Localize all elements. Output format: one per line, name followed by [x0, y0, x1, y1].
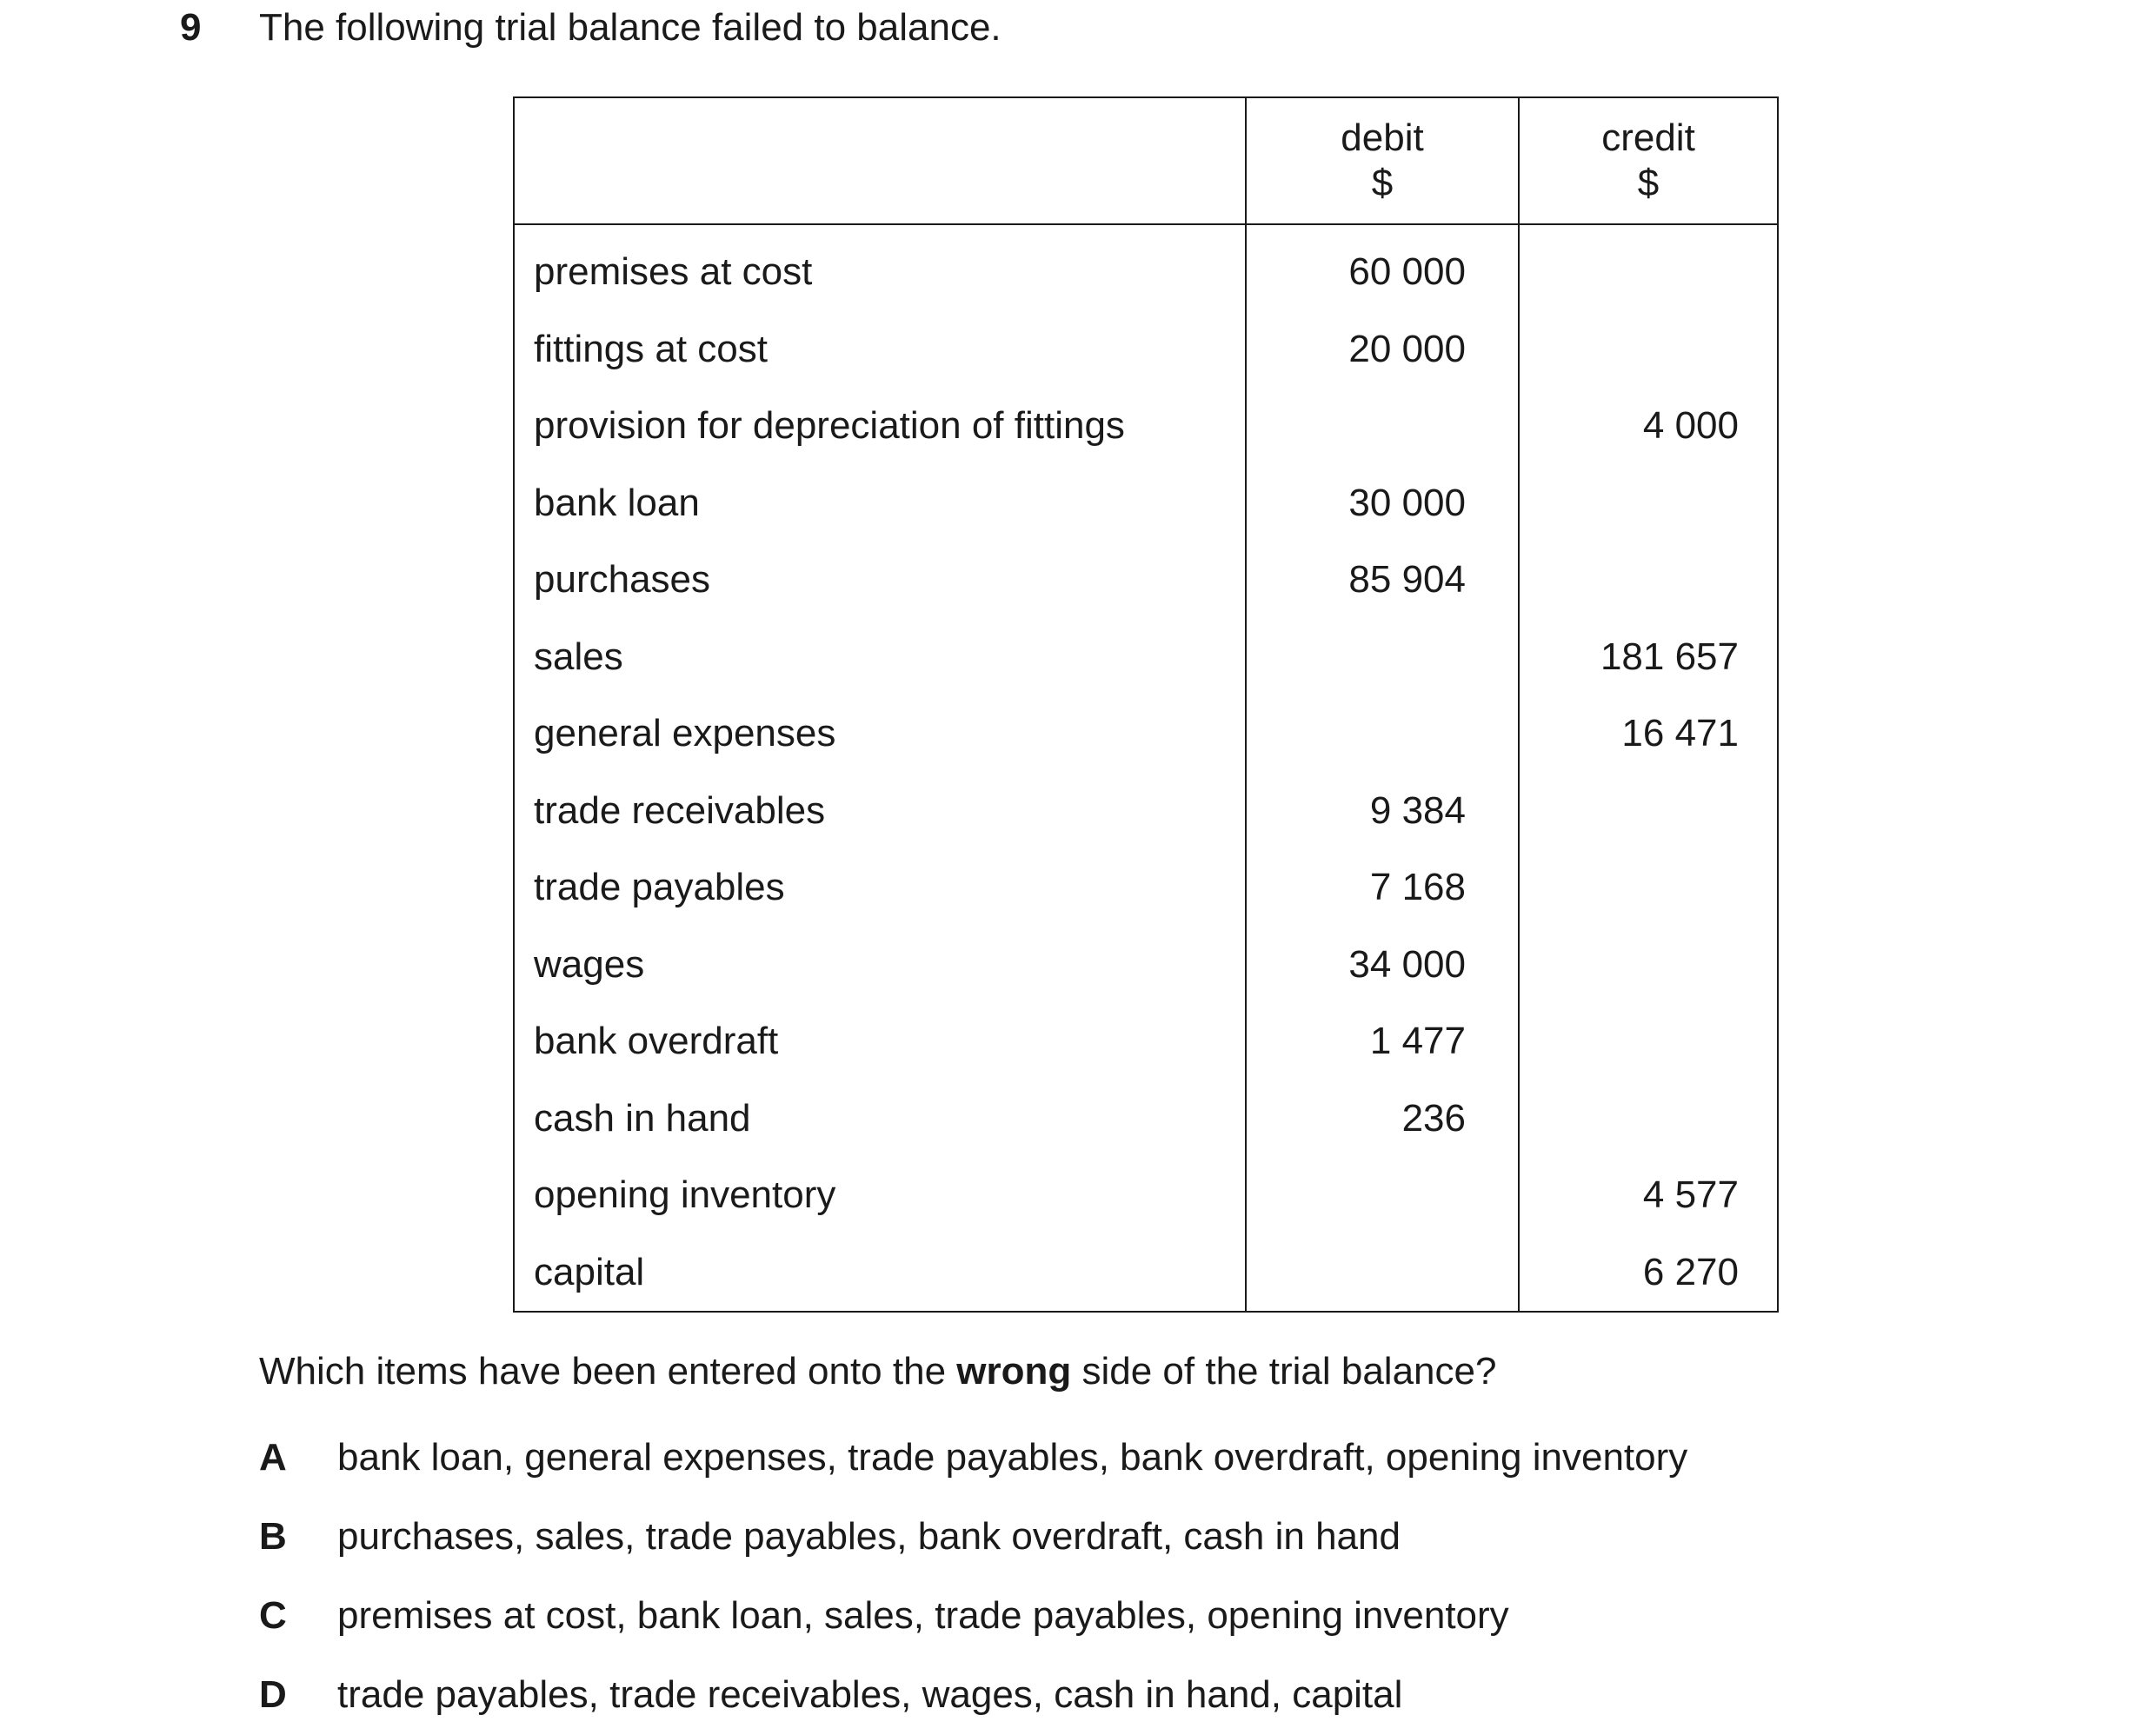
option-text: purchases, sales, trade payables, bank overdraft, cash in hand [337, 1515, 1401, 1558]
row-item-label: cash in hand [514, 1080, 1246, 1158]
row-credit-value [1519, 465, 1778, 542]
row-item-label: provision for depreciation of fittings [514, 388, 1246, 465]
trial-balance-table [513, 96, 1779, 1313]
row-item-label: purchases [514, 542, 1246, 619]
table-row [514, 849, 1778, 927]
header-credit-unit: $ [1637, 162, 1660, 204]
option-letter: C [259, 1594, 287, 1637]
table-row [514, 927, 1778, 1004]
table-row [514, 1157, 1778, 1234]
row-credit-value [1519, 1003, 1778, 1080]
option-text: bank loan, general expenses, trade payables, bank overdraft, opening inventory [337, 1436, 1688, 1479]
row-debit-value: 236 [1246, 1080, 1519, 1158]
option-letter: B [259, 1515, 287, 1558]
option-text: trade payables, trade receivables, wages, cash in hand, capital [337, 1673, 1403, 1716]
table-row [514, 695, 1778, 773]
row-debit-value: 9 384 [1246, 773, 1519, 850]
row-credit-value: 4 000 [1642, 404, 1739, 448]
row-debit-value: 20 000 [1246, 311, 1519, 389]
table-row [514, 1003, 1778, 1080]
row-credit-value: 6 270 [1642, 1250, 1739, 1293]
table-row [514, 311, 1778, 389]
option-letter: A [259, 1436, 287, 1479]
prompt-before: Which items have been entered onto the [259, 1350, 957, 1393]
row-credit-value: 4 577 [1642, 1173, 1739, 1217]
question-stem: The following trial balance failed to balance. [259, 6, 1001, 49]
table-row [514, 773, 1778, 850]
row-item-label: opening inventory [514, 1157, 1246, 1234]
header-debit-label: debit [1341, 116, 1424, 159]
row-credit-value [1519, 849, 1778, 927]
option-a[interactable] [259, 1433, 1687, 1482]
row-item-label: bank loan [514, 465, 1246, 542]
row-debit-value [1246, 695, 1519, 773]
row-debit-value [1246, 1157, 1519, 1234]
header-credit-label: credit [1601, 116, 1695, 159]
row-debit-value: 30 000 [1246, 465, 1519, 542]
header-debit [1246, 97, 1519, 224]
row-debit-value: 1 477 [1246, 1003, 1519, 1080]
prompt-bold: wrong [956, 1350, 1072, 1393]
option-text: premises at cost, bank loan, sales, trade payables, opening inventory [337, 1594, 1509, 1637]
row-item-label: fittings at cost [514, 311, 1246, 389]
row-debit-value: 34 000 [1246, 927, 1519, 1004]
row-item-label: sales [514, 619, 1246, 696]
row-item-label: trade receivables [514, 773, 1246, 850]
question-prompt [259, 1347, 1496, 1396]
row-item-label: trade payables [514, 849, 1246, 927]
option-c[interactable] [259, 1592, 1509, 1640]
table-row [514, 388, 1778, 465]
header-debit-unit: $ [1371, 162, 1394, 204]
row-debit-value [1246, 388, 1519, 465]
option-b[interactable] [259, 1512, 1401, 1561]
row-debit-value: 7 168 [1246, 849, 1519, 927]
row-item-label: capital [514, 1234, 1246, 1313]
row-item-label: general expenses [514, 695, 1246, 773]
row-credit-value: 16 471 [1621, 712, 1739, 755]
row-item-label: premises at cost [514, 224, 1246, 311]
table-row [514, 224, 1778, 311]
row-credit-value: 181 657 [1600, 635, 1739, 678]
option-d[interactable] [259, 1671, 1402, 1719]
row-item-label: wages [514, 927, 1246, 1004]
header-credit [1519, 97, 1778, 224]
table-row [514, 619, 1778, 696]
table-header-row [514, 97, 1778, 224]
table-row [514, 465, 1778, 542]
row-debit-value: 85 904 [1246, 542, 1519, 619]
question-number: 9 [180, 6, 202, 49]
row-credit-value [1519, 927, 1778, 1004]
prompt-after: side of the trial balance? [1071, 1350, 1497, 1393]
row-credit-value [1519, 1080, 1778, 1158]
option-letter: D [259, 1673, 287, 1716]
row-debit-value [1246, 1234, 1519, 1313]
row-debit-value: 60 000 [1246, 224, 1519, 311]
header-item [514, 97, 1246, 224]
table-body [514, 224, 1778, 1312]
row-credit-value [1519, 773, 1778, 850]
row-credit-value [1519, 542, 1778, 619]
row-credit-value [1519, 224, 1778, 311]
row-debit-value [1246, 619, 1519, 696]
table-row [514, 1080, 1778, 1158]
table-row [514, 1234, 1778, 1313]
row-item-label: bank overdraft [514, 1003, 1246, 1080]
table-row [514, 542, 1778, 619]
row-credit-value [1519, 311, 1778, 389]
